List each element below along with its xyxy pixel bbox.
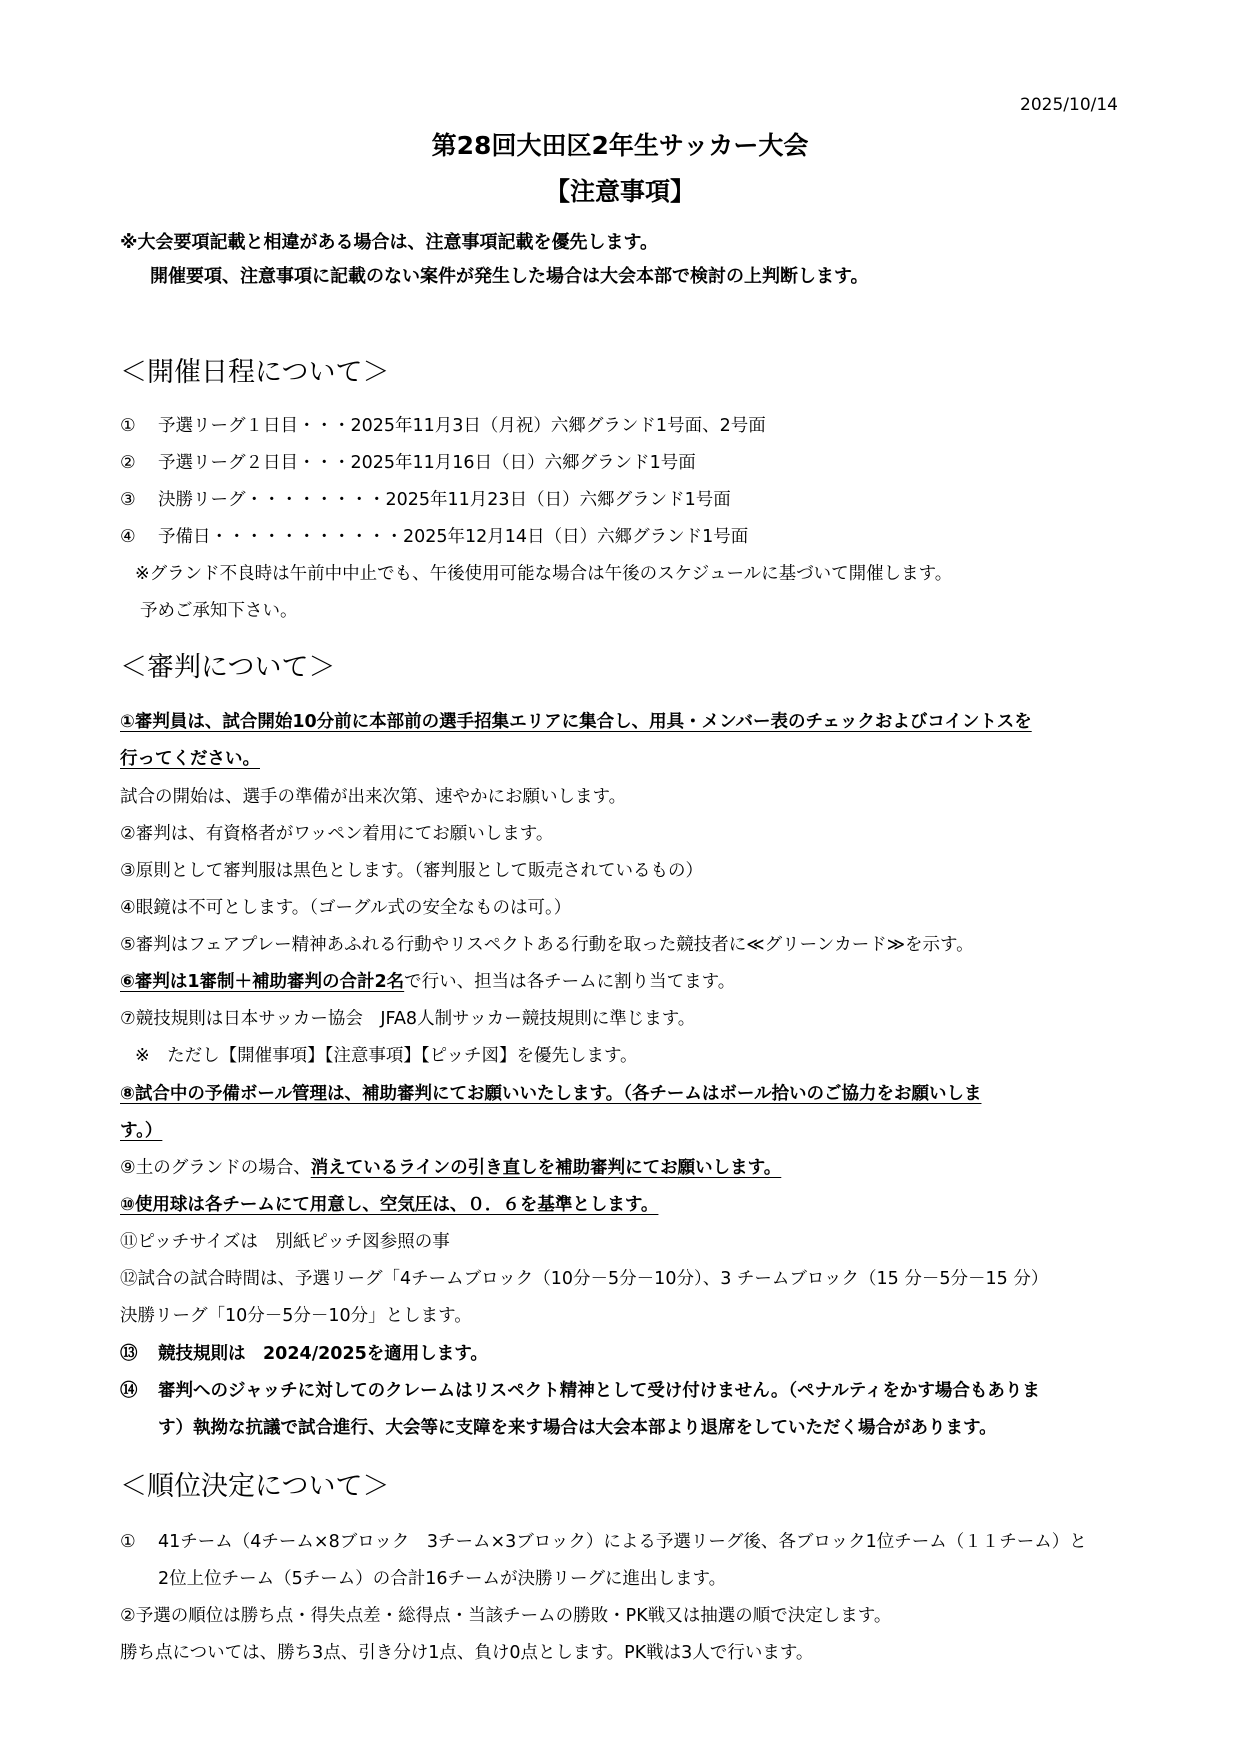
ranking-rule-1a-text: 41チーム（4チーム×8ブロック 3チーム×3ブロック）による予選リーグ後、各ブロック1位チーム（１１チーム）と [158,1532,1087,1552]
referee-heading: ＜審判について＞ [120,652,336,683]
referee-rule-9-bold: 消えているラインの引き直しを補助審判にてお願いします。 [310,1158,782,1178]
referee-rule-5: ⑤審判はフェアプレー精神あふれる行動やリスペクトある行動を取った競技者に≪グリーンカード≫を示す。 [120,935,974,955]
referee-rule-1b: 行ってください。 [120,749,260,769]
intro-line-1: ※大会要項記載と相違がある場合は、注意事項記載を優先します。 [120,232,659,253]
ranking-rule-1b: 2位上位チーム（5チーム）の合計16チームが決勝リーグに進出します。 [158,1569,727,1589]
schedule-item-num: ② [120,453,136,473]
document-date: 2025/10/14 [1020,95,1118,115]
referee-rule-13 [120,1340,488,1365]
referee-rule-14a [120,1377,1040,1402]
document-title: 第28回大田区2年生サッカー大会 [431,131,809,160]
schedule-item-text: 予選リーグ１日目・・・2025年11月3日（月祝）六郷グランド1号面、2号面 [158,416,766,436]
referee-rule-11: ⑪ピッチサイズは 別紙ピッチ図参照の事 [120,1232,450,1252]
referee-rule-4: ④眼鏡は不可とします。（ゴーグル式の安全なものは可。） [120,898,572,918]
referee-rule-9-pre: ⑨土のグランドの場合、 [120,1158,311,1178]
referee-rule-13-text: 競技規則は 2024/2025を適用します。 [158,1344,488,1364]
referee-rule-9 [120,1154,781,1179]
schedule-heading: ＜開催日程について＞ [120,357,390,388]
referee-rule-2: ②審判は、有資格者がワッペン着用にてお願いします。 [120,824,554,844]
ranking-heading: ＜順位決定について＞ [120,1471,390,1502]
referee-rule-7: ⑦競技規則は日本サッカー協会 JFA8人制サッカー競技規則に準じます。 [120,1009,696,1029]
document-subtitle: 【注意事項】 [544,177,695,206]
schedule-item-text: 予備日・・・・・・・・・・・2025年12月14日（日）六郷グランド1号面 [158,527,749,547]
schedule-note-1: ※グランド不良時は午前中中止でも、午後使用可能な場合は午後のスケジュールに基づいて開催します。 [135,564,953,584]
ranking-rule-1a [120,1528,1087,1553]
schedule-item-num: ① [120,416,136,436]
schedule-note-2: 予めご承知下さい。 [140,601,298,621]
schedule-item-num: ④ [120,527,136,547]
referee-rule-1a: ①審判員は、試合開始10分前に本部前の選手招集エリアに集合し、用具・メンバー表のチェックおよびコイントスを [120,712,1032,732]
referee-rule-10: ⑩使用球は各チームにて用意し、空気圧は、０．６を基準とします。 [120,1195,659,1215]
schedule-item-num: ③ [120,490,136,510]
referee-rule-14a-text: 審判へのジャッチに対してのクレームはリスペクト精神として受け付けません。（ペナルティをかす場合もありま [158,1381,1040,1401]
referee-rule-6-rest: で行い、担当は各チームに割り当てます。 [404,972,736,992]
schedule-item [120,449,696,474]
referee-rule-13-num: ⑬ [120,1344,138,1364]
schedule-item-text: 予選リーグ２日目・・・2025年11月16日（日）六郷グランド1号面 [158,453,696,473]
referee-rule-12b: 決勝リーグ「10分－5分－10分」とします。 [120,1306,472,1326]
ranking-rule-1-num: ① [120,1532,136,1552]
schedule-item [120,412,766,437]
ranking-rule-2: ②予選の順位は勝ち点・得失点差・総得点・当該チームの勝敗・PK戦又は抽選の順で決定します。 [120,1606,892,1626]
referee-rule-6 [120,968,735,993]
schedule-item [120,523,748,548]
referee-rule-14b: す）執拗な抗議で試合進行、大会等に支障を来す場合は大会本部より退席をしていただく場合があります。 [158,1418,997,1438]
schedule-item-text: 決勝リーグ・・・・・・・・2025年11月23日（日）六郷グランド1号面 [158,490,731,510]
referee-rule-12a: ⑫試合の試合時間は、予選リーグ「4チームブロック（10分－5分－10分）、3 チームブロック（15 分－5分－15 分） [120,1269,1049,1289]
intro-line-2: 開催要項、注意事項に記載のない案件が発生した場合は大会本部で検討の上判断します。 [150,266,869,287]
referee-rule-7-note: ※ ただし【開催事項】【注意事項】【ピッチ図】を優先します。 [135,1046,638,1066]
referee-rule-3: ③原則として審判服は黒色とします。（審判服として販売されているもの） [120,861,704,881]
referee-rule-1c: 試合の開始は、選手の準備が出来次第、速やかにお願いします。 [120,787,627,807]
schedule-item [120,486,731,511]
referee-rule-6-bold: ⑥審判は1審制＋補助審判の合計2名 [120,972,405,992]
referee-rule-14-num: ⑭ [120,1381,138,1401]
referee-rule-8b: す。） [120,1121,163,1141]
ranking-rule-3: 勝ち点については、勝ち3点、引き分け1点、負け0点とします。PK戦は3人で行います。 [120,1643,814,1663]
referee-rule-8a: ⑧試合中の予備ボール管理は、補助審判にてお願いいたします。（各チームはボール拾いのご協力をお願いしま [120,1084,982,1104]
